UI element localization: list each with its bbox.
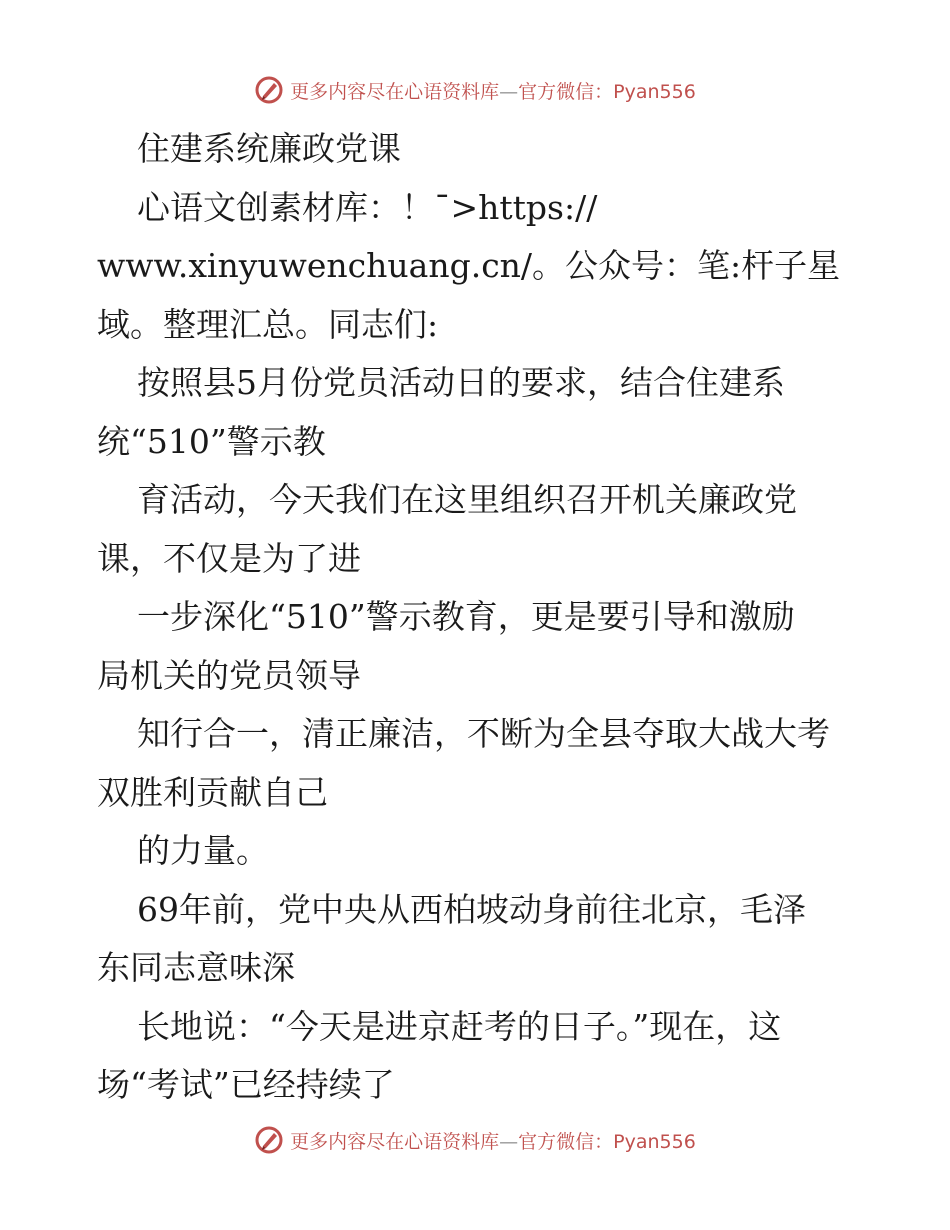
header-watermark-banner	[0, 70, 950, 110]
watermark-text: 更多内容尽在心语资料库—官方微信：Pyan556	[290, 1130, 696, 1153]
text-line: 育活动，今天我们在这里组织召开机关廉政党	[137, 480, 797, 519]
text-line: 按照县5月份党员活动日的要求，结合住建系	[137, 363, 785, 402]
text-line: www.xinyuwenchuang.cn/。公众号：笔:杆子星	[97, 246, 841, 285]
text-line: 住建系统廉政党课	[137, 129, 401, 168]
text-line: 局机关的党员领导	[97, 655, 361, 695]
footer-watermark-banner	[0, 1120, 950, 1160]
document-body	[97, 120, 877, 1115]
pen-logo-icon	[254, 75, 284, 105]
text-line: 课，不仅是为了进	[97, 538, 361, 578]
text-line: 一步深化“510”警示教育，更是要引导和激励	[137, 597, 795, 636]
text-line: 长地说：“今天是进京赶考的日子。”现在，这	[137, 1006, 782, 1046]
text-line: 心语文创素材库：！¯>https://	[137, 187, 598, 227]
text-line: 69年前，党中央从西柏坡动身前往北京，毛泽	[137, 889, 806, 929]
text-line: 知行合一，清正廉洁，不断为全县夺取大战大考	[137, 714, 830, 753]
text-line: 域。整理汇总。同志们:	[97, 304, 439, 344]
text-line: 统“510”警示教	[97, 421, 326, 461]
text-line: 场“考试”已经持续了	[97, 1065, 395, 1104]
text-line: 东同志意味深	[97, 948, 295, 987]
watermark-text: 更多内容尽在心语资料库—官方微信：Pyan556	[290, 80, 696, 103]
text-line: 的力量。	[137, 831, 269, 870]
text-line: 双胜利贡献自己	[97, 772, 328, 812]
pen-logo-icon	[254, 1125, 284, 1155]
